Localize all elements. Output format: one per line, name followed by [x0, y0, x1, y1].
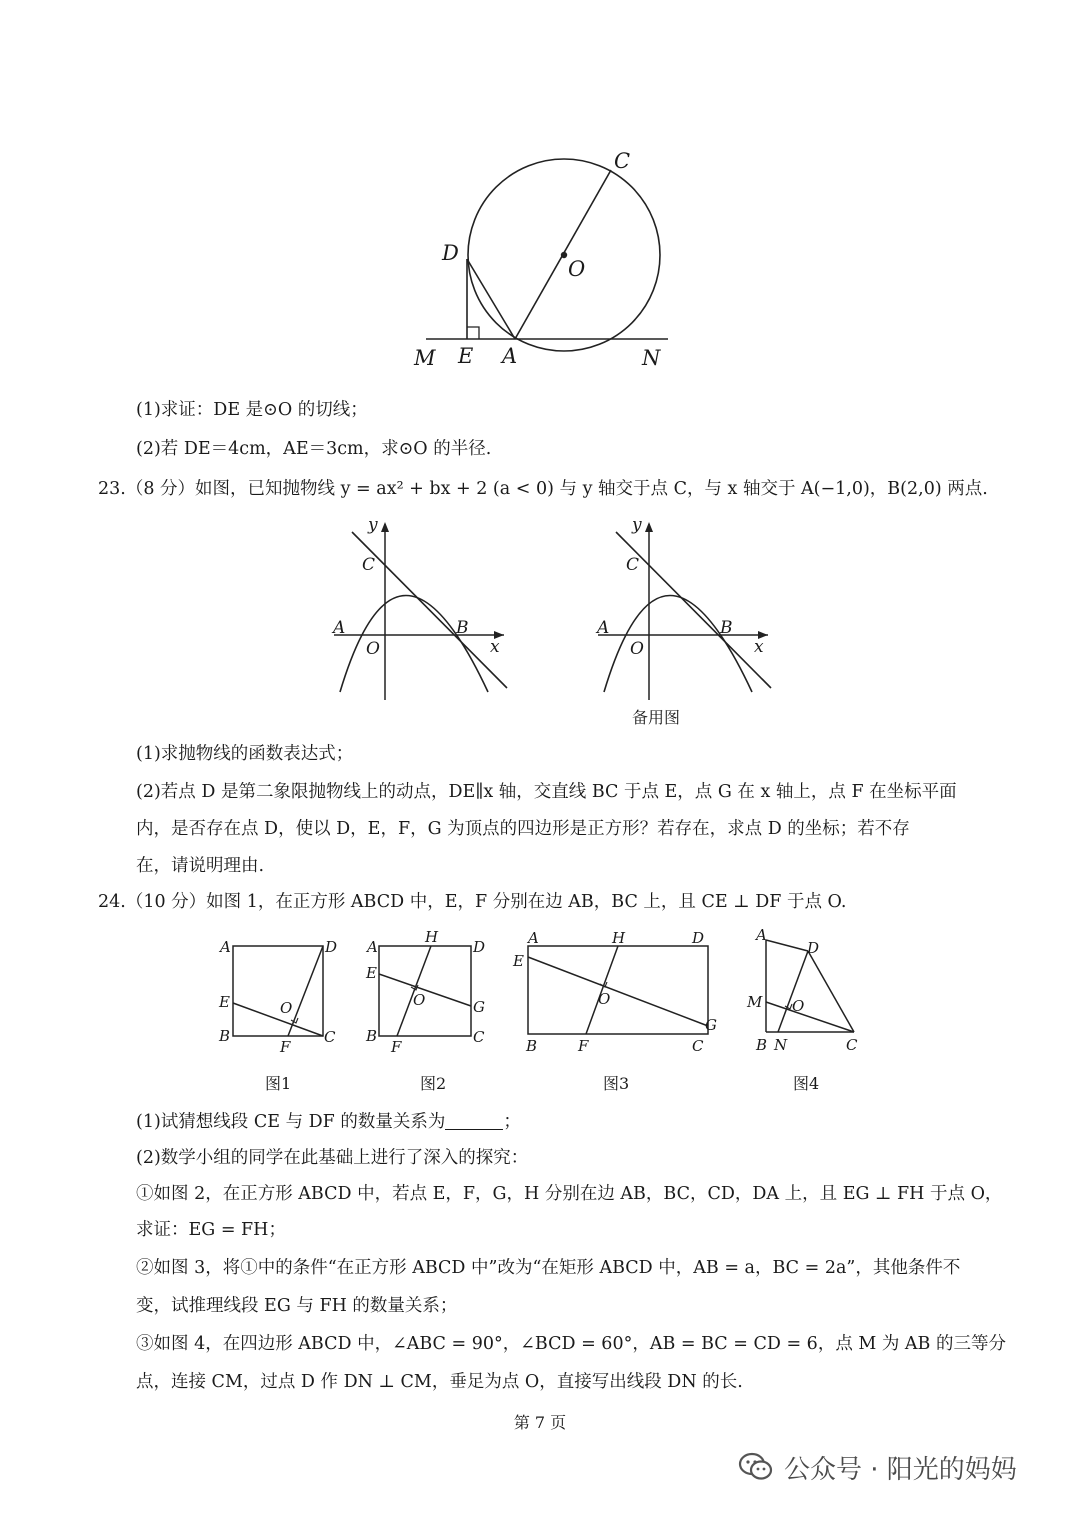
- svg-text:F: F: [280, 1038, 291, 1056]
- svg-text:E: E: [513, 952, 524, 970]
- svg-text:G: G: [473, 998, 485, 1016]
- label-o: O: [568, 257, 586, 281]
- svg-text:y: y: [368, 515, 378, 535]
- svg-text:A: A: [528, 929, 539, 947]
- answer-blank: [445, 1111, 503, 1130]
- q24-sub2-line2: 变，试推理线段 EG 与 FH 的数量关系；: [136, 1296, 458, 1316]
- svg-text:A: A: [220, 938, 231, 956]
- label-n: N: [642, 346, 661, 370]
- svg-text:x: x: [490, 637, 500, 657]
- svg-text:O: O: [280, 999, 293, 1017]
- svg-text:F: F: [391, 1038, 402, 1056]
- label-c: C: [614, 149, 631, 173]
- q24-sub3-line1: ③如图 4，在四边形 ABCD 中，∠ABC = 90°，∠BCD = 60°，AB = BC = CD = 6，点 M 为 AB 的三等分: [136, 1334, 1006, 1354]
- svg-text:H: H: [425, 928, 439, 946]
- svg-text:B: B: [219, 1027, 231, 1045]
- label-e: E: [458, 344, 474, 368]
- svg-text:A: A: [756, 926, 767, 944]
- label-a: A: [502, 344, 518, 368]
- q23-backup-caption: 备用图: [632, 708, 681, 727]
- q24-part1-text: (1)试猜想线段 CE 与 DF 的数量关系为: [136, 1112, 446, 1132]
- svg-text:D: D: [325, 938, 338, 956]
- q23-part2-line3: 在，请说明理由.: [136, 856, 265, 876]
- q24-figure-2: [365, 930, 493, 1056]
- q24-stem: 24.（10 分）如图 1，在正方形 ABCD 中，E，F 分别在边 AB，BC 上，且 CE ⊥ DF 于点 O.: [98, 892, 847, 912]
- watermark: [738, 1444, 1017, 1490]
- svg-text:y: y: [632, 515, 642, 535]
- q24-sub2-line1: ②如图 3，将①中的条件“在正方形 ABCD 中”改为“在矩形 ABCD 中，AB = a，BC = 2a”，其他条件不: [136, 1258, 961, 1278]
- q24-fig2-caption: 图2: [420, 1074, 447, 1093]
- svg-text:O: O: [366, 639, 380, 659]
- svg-text:N: N: [774, 1036, 788, 1054]
- svg-text:O: O: [413, 991, 426, 1009]
- svg-text:E: E: [219, 993, 230, 1011]
- wechat-icon: [738, 1452, 774, 1482]
- svg-text:C: C: [473, 1028, 485, 1046]
- svg-text:B: B: [366, 1027, 378, 1045]
- label-m: M: [414, 346, 436, 370]
- q22-part1: (1)求证：DE 是⊙O 的切线；: [136, 400, 368, 420]
- right-angle-mark: [467, 327, 479, 339]
- q24-figure-1: [218, 934, 348, 1056]
- q23-part1: (1)求抛物线的函数表达式；: [136, 744, 354, 764]
- svg-text:G: G: [705, 1016, 717, 1034]
- q24-fig3-caption: 图3: [603, 1074, 630, 1093]
- label-d: D: [442, 241, 459, 265]
- q24-fig4-caption: 图4: [793, 1074, 820, 1093]
- page-number: 第 7 页: [513, 1413, 567, 1432]
- svg-text:B: B: [720, 618, 733, 638]
- svg-text:C: C: [846, 1036, 858, 1054]
- svg-text:A: A: [333, 618, 346, 638]
- svg-text:A: A: [367, 938, 378, 956]
- svg-text:B: B: [526, 1037, 538, 1055]
- svg-text:B: B: [456, 618, 469, 638]
- q24-sub1-line1: ①如图 2，在正方形 ABCD 中，若点 E，F，G，H 分别在边 AB，BC，CD，DA 上，且 EG ⊥ FH 于点 O，: [136, 1184, 1003, 1204]
- q23-parabola-graph: [328, 512, 518, 702]
- center-o-dot: [561, 252, 567, 258]
- svg-text:C: C: [362, 555, 376, 575]
- q24-sub1-line2: 求证：EG = FH；: [136, 1220, 286, 1240]
- svg-text:D: D: [692, 929, 705, 947]
- q23-backup-graph: [592, 512, 782, 702]
- svg-text:C: C: [692, 1037, 704, 1055]
- q24-figure-3: [512, 928, 724, 1056]
- q22-circle-figure: [400, 140, 700, 380]
- svg-text:C: C: [626, 555, 640, 575]
- svg-text:A: A: [597, 618, 610, 638]
- svg-text:H: H: [612, 929, 626, 947]
- watermark-text: 公众号 · 阳光的妈妈: [784, 1454, 1017, 1485]
- q24-part2: (2)数学小组的同学在此基础上进行了深入的探究：: [136, 1148, 529, 1168]
- svg-text:O: O: [630, 639, 644, 659]
- svg-text:D: D: [473, 938, 486, 956]
- svg-text:E: E: [366, 964, 377, 982]
- q24-sub3-line2: 点，连接 CM，过点 D 作 DN ⊥ CM，垂足为点 O，直接写出线段 DN 的长.: [136, 1372, 743, 1392]
- q24-figure-4: [746, 925, 870, 1057]
- svg-text:F: F: [578, 1037, 589, 1055]
- svg-text:M: M: [747, 993, 763, 1011]
- q24-fig1-caption: 图1: [265, 1074, 292, 1093]
- q23-part2-line2: 内，是否存在点 D，使以 D，E，F，G 为顶点的四边形是正方形？若存在，求点 D 的坐标；若不存: [136, 819, 910, 839]
- svg-text:C: C: [324, 1028, 336, 1046]
- svg-text:O: O: [792, 997, 805, 1015]
- svg-text:O: O: [598, 990, 611, 1008]
- svg-text:x: x: [754, 637, 764, 657]
- svg-text:D: D: [807, 939, 820, 957]
- q22-part2: (2)若 DE＝4cm，AE＝3cm，求⊙O 的半径.: [136, 439, 492, 459]
- q23-stem: 23.（8 分）如图，已知抛物线 y = ax² + bx + 2 (a < 0) 与 y 轴交于点 C，与 x 轴交于 A(−1,0)，B(2,0) 两点.: [98, 479, 988, 499]
- q24-part1-end: ；: [503, 1112, 521, 1132]
- q23-part2-line1: (2)若点 D 是第二象限抛物线上的动点，DE∥x 轴，交直线 BC 于点 E，点 G 在 x 轴上，点 F 在坐标平面: [136, 782, 957, 802]
- q24-part1: [136, 1110, 521, 1134]
- svg-text:B: B: [756, 1036, 768, 1054]
